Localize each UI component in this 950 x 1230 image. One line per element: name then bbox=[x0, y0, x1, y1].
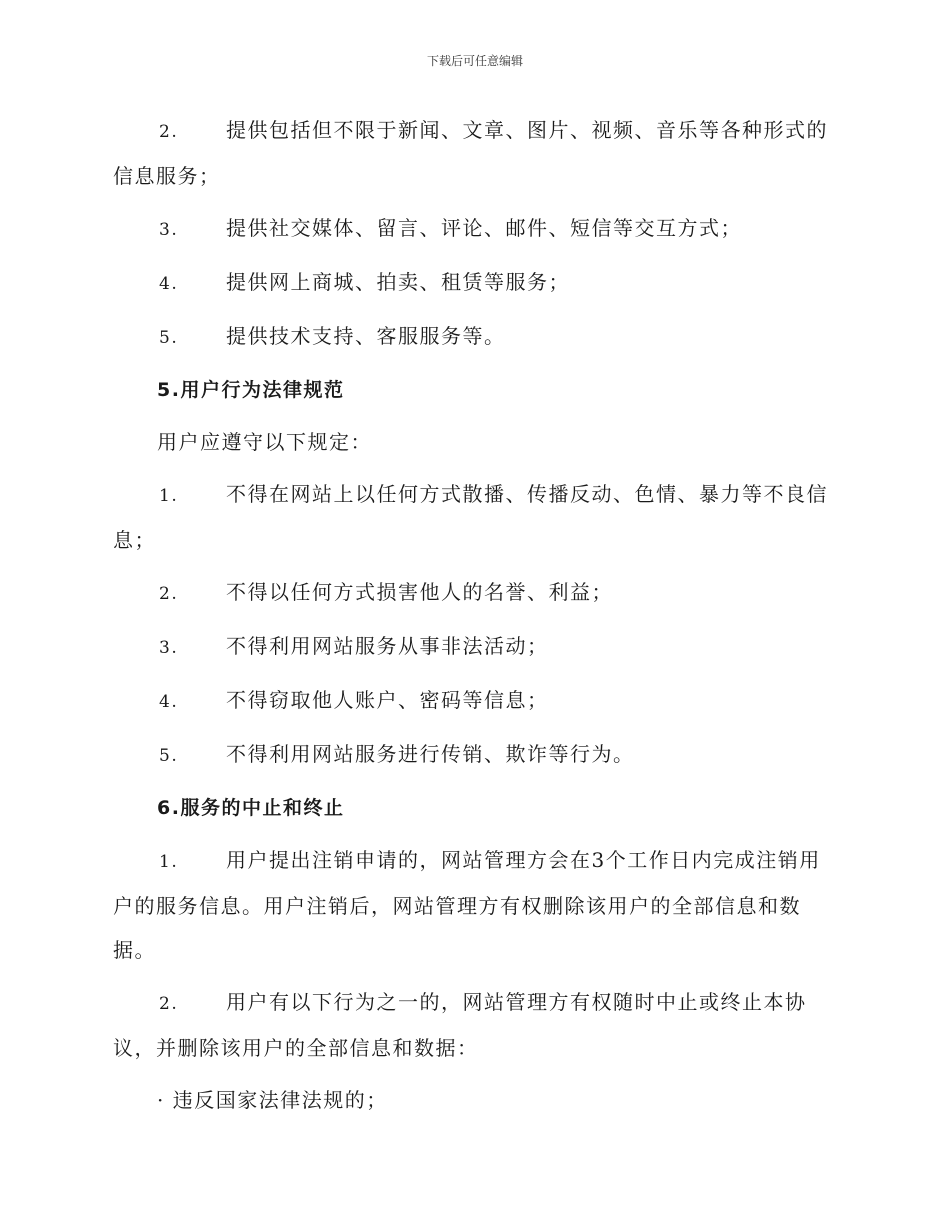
section-heading: 6.服务的中止和终止 bbox=[157, 797, 345, 819]
list-text: 不得窃取他人账户、密码等信息； bbox=[226, 688, 549, 712]
list-text: 提供网上商城、拍卖、租赁等服务； bbox=[226, 270, 570, 294]
list-number: 2. bbox=[159, 584, 179, 604]
list-text: 提供包括但不限于新闻、文章、图片、视频、音乐等各种形式的信息服务； bbox=[113, 118, 828, 188]
list-item bbox=[113, 678, 835, 724]
list-number: 5. bbox=[159, 328, 179, 348]
list-text: 用户有以下行为之一的，网站管理方有权随时中止或终止本协议，并删除该用户的全部信息和数据： bbox=[113, 990, 807, 1060]
list-item bbox=[113, 980, 835, 1070]
list-number: 4. bbox=[159, 274, 179, 294]
list-item bbox=[113, 472, 835, 562]
list-item bbox=[113, 314, 835, 360]
list-number: 4. bbox=[159, 692, 179, 712]
list-text: 提供社交媒体、留言、评论、邮件、短信等交互方式； bbox=[226, 216, 742, 240]
list-text: 不得利用网站服务进行传销、欺诈等行为。 bbox=[226, 742, 635, 766]
list-text: 提供技术支持、客服服务等。 bbox=[226, 324, 506, 348]
list-item bbox=[113, 108, 835, 198]
section-heading: 5.用户行为法律规范 bbox=[157, 379, 345, 401]
list-text: 不得利用网站服务从事非法活动； bbox=[226, 634, 549, 658]
list-text: 用户提出注销申请的，网站管理方会在3个工作日内完成注销用户的服务信息。用户注销后，网站管理方有权删除该用户的全部信息和数据。 bbox=[113, 848, 821, 962]
list-item bbox=[113, 260, 835, 306]
list-item bbox=[113, 206, 835, 252]
list-number: 5. bbox=[159, 746, 179, 766]
list-item bbox=[113, 732, 835, 778]
list-item bbox=[113, 624, 835, 670]
document-body bbox=[113, 108, 835, 1130]
list-number: 2. bbox=[159, 122, 179, 142]
page-header: 下载后可任意编辑 bbox=[426, 54, 523, 68]
list-item bbox=[113, 838, 835, 972]
list-text: 不得在网站上以任何方式散播、传播反动、色情、暴力等不良信息； bbox=[113, 482, 828, 552]
list-number: 1. bbox=[159, 852, 179, 872]
list-item bbox=[113, 570, 835, 616]
list-number: 3. bbox=[159, 638, 179, 658]
list-number: 2. bbox=[159, 994, 179, 1014]
bullet-item: · 违反国家法律法规的； bbox=[157, 1088, 388, 1112]
list-number: 1. bbox=[159, 486, 179, 506]
list-text: 不得以任何方式损害他人的名誉、利益； bbox=[226, 580, 613, 604]
section-intro: 用户应遵守以下规定： bbox=[157, 430, 372, 454]
list-number: 3. bbox=[159, 220, 179, 240]
